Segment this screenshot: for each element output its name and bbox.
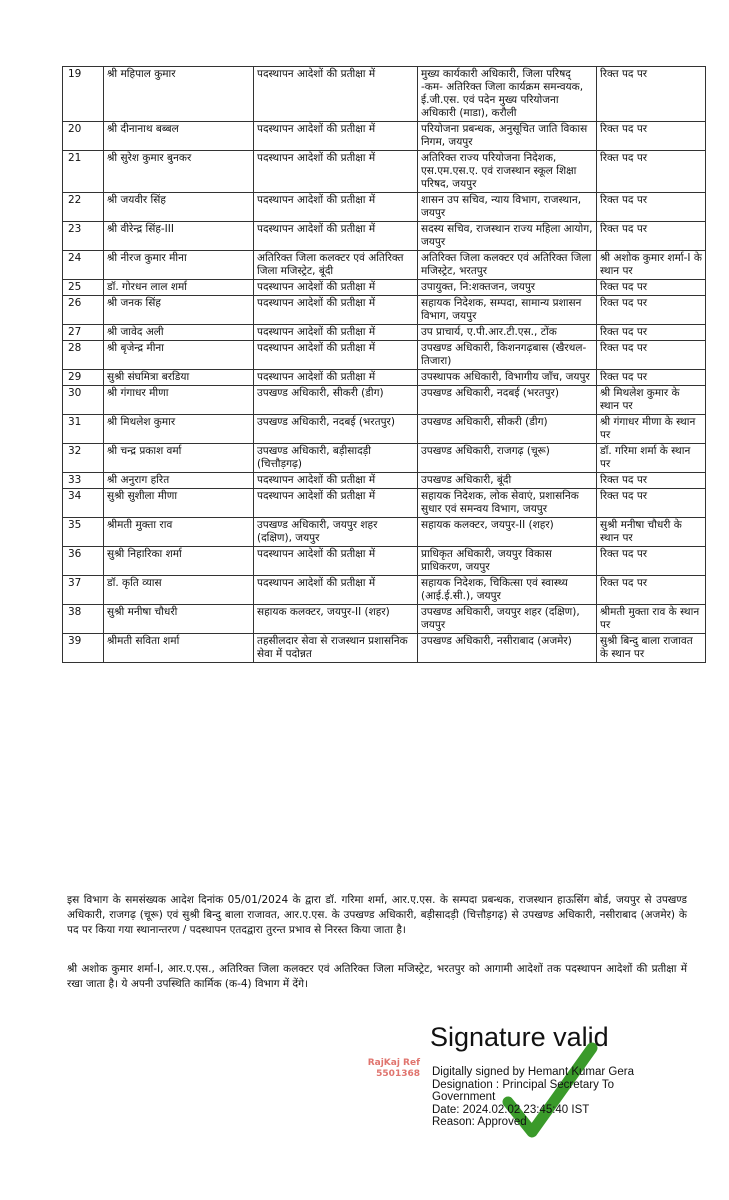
signed-by-line: Digitally signed by Hemant Kumar Gera (432, 1066, 634, 1078)
table-row (63, 67, 706, 122)
remark-cell: श्री अशोक कुमार शर्मा-I के स्थान पर (597, 251, 706, 280)
officer-name-cell: श्री जनक सिंह (104, 296, 254, 325)
new-posting-cell: सहायक निदेशक, लोक सेवाएं, प्रशासनिक सुधार एवं समन्वय विभाग, जयपुर (418, 489, 597, 518)
designation-line-2: Government (432, 1091, 496, 1103)
remark-cell: डॉ. गरिमा शर्मा के स्थान पर (597, 444, 706, 473)
current-posting-cell: उपखण्ड अधिकारी, नदबई (भरतपुर) (254, 415, 418, 444)
signature-valid-title: Signature valid (430, 1022, 609, 1052)
reason-line: Reason: Approved (432, 1116, 527, 1128)
table-row (63, 547, 706, 576)
designation-line: Designation : Principal Secretary To (432, 1078, 614, 1091)
remark-cell: रिक्त पद पर (597, 296, 706, 325)
table-row (63, 444, 706, 473)
new-posting-cell: मुख्य कार्यकारी अधिकारी, जिला परिषद् -कम- अतिरिक्त जिला कार्यक्रम समन्वयक, ई.जी.एस. एवं पदेन मुख्य परियोजना अधिकारी (माडा), करौली (418, 67, 597, 122)
current-posting-cell: पदस्थापन आदेशों की प्रतीक्षा में (254, 489, 418, 518)
serial-number-cell: 24 (63, 251, 104, 280)
current-posting-cell: अतिरिक्त जिला कलक्टर एवं अतिरिक्त जिला मजिस्ट्रेट, बूंदी (254, 251, 418, 280)
table-row (63, 415, 706, 444)
officer-name-cell: सुश्री संघमित्रा बरडिया (104, 370, 254, 386)
officer-name-cell: श्री गंगाधर मीणा (104, 386, 254, 415)
officer-name-cell: श्री जयवीर सिंह (104, 193, 254, 222)
serial-number-cell: 28 (63, 341, 104, 370)
serial-number-cell: 23 (63, 222, 104, 251)
remark-cell: रिक्त पद पर (597, 151, 706, 193)
current-posting-cell: पदस्थापन आदेशों की प्रतीक्षा में (254, 325, 418, 341)
serial-number-cell: 30 (63, 386, 104, 415)
table-row (63, 473, 706, 489)
serial-number-cell: 31 (63, 415, 104, 444)
table-row (63, 151, 706, 193)
current-posting-cell: सहायक कलक्टर, जयपुर-II (शहर) (254, 605, 418, 634)
officer-name-cell: श्री वीरेन्द्र सिंह-III (104, 222, 254, 251)
table-row (63, 251, 706, 280)
table-row (63, 634, 706, 663)
remark-cell: श्री मिथलेश कुमार के स्थान पर (597, 386, 706, 415)
current-posting-cell: तहसीलदार सेवा से राजस्थान प्रशासनिक सेवा में पदोन्नत (254, 634, 418, 663)
serial-number-cell: 19 (63, 67, 104, 122)
remark-cell: रिक्त पद पर (597, 122, 706, 151)
current-posting-cell: पदस्थापन आदेशों की प्रतीक्षा में (254, 280, 418, 296)
current-posting-cell: पदस्थापन आदेशों की प्रतीक्षा में (254, 576, 418, 605)
table-row (63, 222, 706, 251)
remark-cell: श्रीमती मुक्ता राव के स्थान पर (597, 605, 706, 634)
rajkaj-ref-stamp (352, 1058, 420, 1080)
table-row (63, 280, 706, 296)
serial-number-cell: 37 (63, 576, 104, 605)
table-row (63, 370, 706, 386)
officer-name-cell: सुश्री निहारिका शर्मा (104, 547, 254, 576)
new-posting-cell: उपखण्ड अधिकारी, नदबई (भरतपुर) (418, 386, 597, 415)
remark-cell: रिक्त पद पर (597, 489, 706, 518)
waiting-order-paragraph: श्री अशोक कुमार शर्मा-I, आर.ए.एस., अतिरिक्त जिला कलक्टर एवं अतिरिक्त जिला मजिस्ट्रेट, भरतपुर को आगामी आदेशों तक पदस्थापन आदेशों की प्रतीक्षा में रखा जाता है। ये अपनी उपस्थिति कार्मिक (क-4) विभाग में देंगे। (67, 963, 687, 990)
officer-name-cell: श्री दीनानाथ बब्बल (104, 122, 254, 151)
new-posting-cell: उपस्थापक अधिकारी, विभागीय जाँच, जयपुर (418, 370, 597, 386)
new-posting-cell: परियोजना प्रबन्धक, अनुसूचित जाति विकास निगम, जयपुर (418, 122, 597, 151)
new-posting-cell: सहायक निदेशक, चिकित्सा एवं स्वास्थ्य (आई.ई.सी.), जयपुर (418, 576, 597, 605)
new-posting-cell: अतिरिक्त जिला कलक्टर एवं अतिरिक्त जिला मजिस्ट्रेट, भरतपुर (418, 251, 597, 280)
stamp-line-2: 5501368 (376, 1069, 420, 1079)
remark-cell: रिक्त पद पर (597, 370, 706, 386)
serial-number-cell: 22 (63, 193, 104, 222)
new-posting-cell: उपखण्ड अधिकारी, राजगढ़ (चूरू) (418, 444, 597, 473)
table-row (63, 489, 706, 518)
remark-cell: रिक्त पद पर (597, 280, 706, 296)
current-posting-cell: उपखण्ड अधिकारी, जयपुर शहर (दक्षिण), जयपुर (254, 518, 418, 547)
new-posting-cell: अतिरिक्त राज्य परियोजना निदेशक, एस.एम.एस.ए. एवं राजस्थान स्कूल शिक्षा परिषद, जयपुर (418, 151, 597, 193)
serial-number-cell: 33 (63, 473, 104, 489)
remark-cell: रिक्त पद पर (597, 473, 706, 489)
transfer-table-body (63, 67, 706, 663)
new-posting-cell: सहायक निदेशक, सम्पदा, सामान्य प्रशासन विभाग, जयपुर (418, 296, 597, 325)
table-row (63, 576, 706, 605)
current-posting-cell: पदस्थापन आदेशों की प्रतीक्षा में (254, 193, 418, 222)
serial-number-cell: 29 (63, 370, 104, 386)
remark-cell: रिक्त पद पर (597, 547, 706, 576)
new-posting-cell: शासन उप सचिव, न्याय विभाग, राजस्थान, जयपुर (418, 193, 597, 222)
remark-cell: रिक्त पद पर (597, 222, 706, 251)
officer-name-cell: श्री मिथलेश कुमार (104, 415, 254, 444)
remark-cell: सुश्री मनीषा चौधरी के स्थान पर (597, 518, 706, 547)
current-posting-cell: उपखण्ड अधिकारी, बड़ीसादड़ी (चित्तौड़गढ़) (254, 444, 418, 473)
current-posting-cell: पदस्थापन आदेशों की प्रतीक्षा में (254, 547, 418, 576)
remark-cell: सुश्री बिन्दु बाला राजावत के स्थान पर (597, 634, 706, 663)
transfer-table (62, 66, 706, 663)
officer-name-cell: श्रीमती मुक्ता राव (104, 518, 254, 547)
new-posting-cell: उपायुक्त, नि:शक्तजन, जयपुर (418, 280, 597, 296)
date-line: Date: 2024.02.02 23:45:40 IST (432, 1103, 590, 1116)
serial-number-cell: 21 (63, 151, 104, 193)
officer-name-cell: श्री बृजेन्द्र मीना (104, 341, 254, 370)
current-posting-cell: पदस्थापन आदेशों की प्रतीक्षा में (254, 122, 418, 151)
table-row (63, 518, 706, 547)
new-posting-cell: सदस्य सचिव, राजस्थान राज्य महिला आयोग, जयपुर (418, 222, 597, 251)
officer-name-cell: श्री अनुराग हरित (104, 473, 254, 489)
current-posting-cell: उपखण्ड अधिकारी, सीकरी (डीग) (254, 386, 418, 415)
serial-number-cell: 38 (63, 605, 104, 634)
table-row (63, 386, 706, 415)
new-posting-cell: उपखण्ड अधिकारी, नसीराबाद (अजमेर) (418, 634, 597, 663)
table-row (63, 296, 706, 325)
new-posting-cell: सहायक कलक्टर, जयपुर-II (शहर) (418, 518, 597, 547)
current-posting-cell: पदस्थापन आदेशों की प्रतीक्षा में (254, 341, 418, 370)
remark-cell: रिक्त पद पर (597, 193, 706, 222)
new-posting-cell: उप प्राचार्य, ए.पी.आर.टी.एस., टोंक (418, 325, 597, 341)
new-posting-cell: उपखण्ड अधिकारी, जयपुर शहर (दक्षिण), जयपुर (418, 605, 597, 634)
officer-name-cell: सुश्री मनीषा चौधरी (104, 605, 254, 634)
stamp-line-1: RajKaj Ref (367, 1058, 420, 1068)
table-row (63, 193, 706, 222)
table-row (63, 341, 706, 370)
remark-cell: रिक्त पद पर (597, 341, 706, 370)
serial-number-cell: 20 (63, 122, 104, 151)
serial-number-cell: 36 (63, 547, 104, 576)
new-posting-cell: उपखण्ड अधिकारी, सीकरी (डीग) (418, 415, 597, 444)
cancellation-paragraph: इस विभाग के समसंख्यक आदेश दिनांक 05/01/2024 के द्वारा डॉ. गरिमा शर्मा, आर.ए.एस. के सम्पदा प्रबन्धक, राजस्थान हाऊसिंग बोर्ड, जयपुर से उपखण्ड अधिकारी, राजगढ़ (चूरू) एवं सुश्री बिन्दु बाला राजावत, आर.ए.एस. के उपखण्ड अधिकारी, बड़ीसादड़ी (चित्तौड़गढ़) से उपखण्ड अधिकारी, नसीराबाद (अजमेर) के पद पर किया गया स्थानान्तरण / पदस्थापन एतदद्वारा तुरन्त प्रभाव से निरस्त किया जाता है। (67, 894, 687, 936)
officer-name-cell: श्री नीरज कुमार मीना (104, 251, 254, 280)
officer-name-cell: श्री जावेद अली (104, 325, 254, 341)
remark-cell: श्री गंगाधर मीणा के स्थान पर (597, 415, 706, 444)
current-posting-cell: पदस्थापन आदेशों की प्रतीक्षा में (254, 151, 418, 193)
new-posting-cell: उपखण्ड अधिकारी, किशनगढ़बास (खैरथल-तिजारा) (418, 341, 597, 370)
current-posting-cell: पदस्थापन आदेशों की प्रतीक्षा में (254, 473, 418, 489)
remark-cell: रिक्त पद पर (597, 576, 706, 605)
officer-name-cell: सुश्री सुशीला मीणा (104, 489, 254, 518)
officer-name-cell: डॉ. गोरधन लाल शर्मा (104, 280, 254, 296)
officer-name-cell: श्री चन्द्र प्रकाश वर्मा (104, 444, 254, 473)
serial-number-cell: 27 (63, 325, 104, 341)
serial-number-cell: 26 (63, 296, 104, 325)
current-posting-cell: पदस्थापन आदेशों की प्रतीक्षा में (254, 67, 418, 122)
officer-name-cell: श्री महिपाल कुमार (104, 67, 254, 122)
current-posting-cell: पदस्थापन आदेशों की प्रतीक्षा में (254, 296, 418, 325)
table-row (63, 325, 706, 341)
current-posting-cell: पदस्थापन आदेशों की प्रतीक्षा में (254, 370, 418, 386)
current-posting-cell: पदस्थापन आदेशों की प्रतीक्षा में (254, 222, 418, 251)
new-posting-cell: प्राधिकृत अधिकारी, जयपुर विकास प्राधिकरण, जयपुर (418, 547, 597, 576)
remark-cell: रिक्त पद पर (597, 67, 706, 122)
serial-number-cell: 32 (63, 444, 104, 473)
table-row (63, 122, 706, 151)
remark-cell: रिक्त पद पर (597, 325, 706, 341)
digital-signature-details (432, 1066, 634, 1129)
officer-name-cell: डॉ. कृति व्यास (104, 576, 254, 605)
officer-name-cell: श्री सुरेश कुमार बुनकर (104, 151, 254, 193)
officer-name-cell: श्रीमती सविता शर्मा (104, 634, 254, 663)
serial-number-cell: 35 (63, 518, 104, 547)
serial-number-cell: 39 (63, 634, 104, 663)
new-posting-cell: उपखण्ड अधिकारी, बूंदी (418, 473, 597, 489)
table-row (63, 605, 706, 634)
serial-number-cell: 34 (63, 489, 104, 518)
serial-number-cell: 25 (63, 280, 104, 296)
